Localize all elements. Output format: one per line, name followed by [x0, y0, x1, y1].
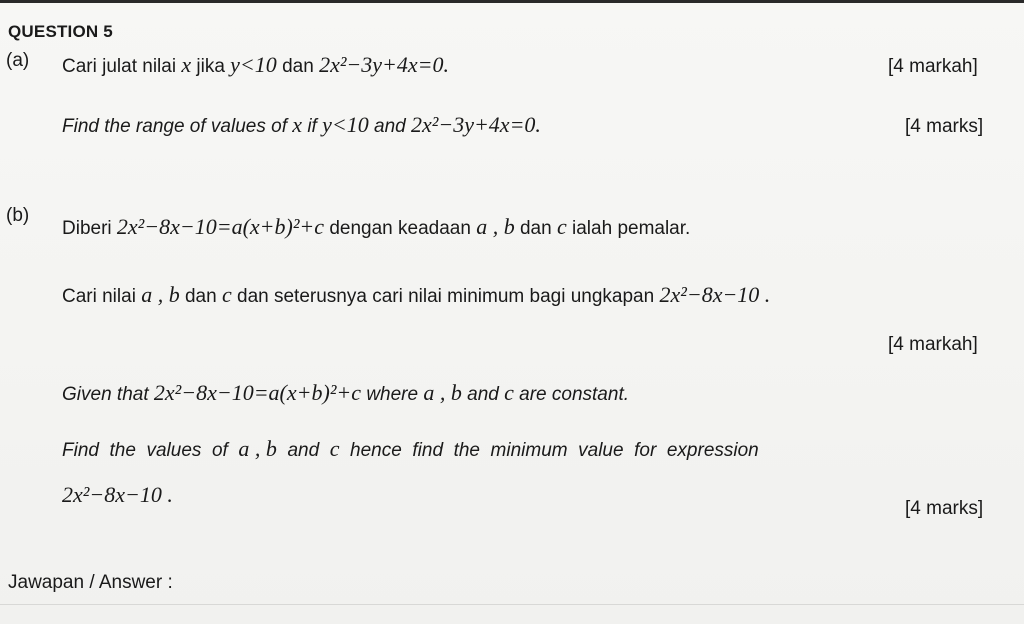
- text: if: [307, 116, 317, 137]
- marks-english: [4 marks]: [905, 116, 984, 137]
- math-equation: 2x²−3y+4x=0.: [319, 52, 449, 77]
- part-b-english-line1: [62, 380, 629, 406]
- marks-english: [4 marks]: [905, 498, 984, 519]
- text: dan: [519, 218, 552, 239]
- part-a-english: [62, 112, 541, 138]
- math-vars: a , b: [476, 214, 515, 239]
- math-var: c: [504, 380, 514, 405]
- text: ialah pemalar.: [572, 218, 691, 239]
- part-b-label: (b): [6, 205, 30, 226]
- part-b-english-line3: [62, 482, 173, 508]
- text: where: [366, 384, 419, 405]
- text: dan: [184, 286, 217, 307]
- text: Given that: [62, 384, 149, 405]
- text: Find the values of: [62, 440, 228, 461]
- text: Find the range of values of: [62, 116, 287, 137]
- marks-malay: [4 markah]: [888, 56, 978, 77]
- math-vars: a , b: [238, 436, 277, 461]
- part-b-malay-line2: [62, 282, 770, 308]
- math-equation: 2x²−8x−10=a(x+b)²+c: [116, 214, 325, 239]
- math-expression: 2x²−8x−10 .: [62, 482, 173, 507]
- text: are constant.: [519, 384, 629, 405]
- part-a-label: (a): [6, 50, 30, 71]
- text: and: [287, 440, 320, 461]
- part-b-english-line2: [62, 436, 759, 462]
- top-border: [0, 0, 1024, 3]
- text: and: [467, 384, 499, 405]
- math-condition: y<10: [322, 112, 369, 137]
- text: Cari nilai: [62, 286, 136, 307]
- math-vars: a , b: [423, 380, 462, 405]
- part-b-malay-line1: [62, 214, 690, 240]
- answer-text: Jawapan / Answer :: [8, 572, 173, 593]
- text: dengan keadaan: [329, 218, 471, 239]
- text: Diberi: [62, 218, 112, 239]
- math-condition: y<10: [230, 52, 277, 77]
- math-equation: 2x²−8x−10=a(x+b)²+c: [153, 380, 362, 405]
- text: Cari julat nilai: [62, 56, 177, 77]
- math-var: c: [556, 214, 567, 239]
- text: dan seterusnya cari nilai minimum bagi ungkapan: [237, 286, 655, 307]
- math-vars: a , b: [141, 282, 180, 307]
- marks-malay: [4 markah]: [888, 334, 978, 355]
- text: hence find the minimum value for expression: [350, 440, 759, 461]
- math-expression: 2x²−8x−10 .: [659, 282, 771, 307]
- text: and: [374, 116, 406, 137]
- text: dan: [282, 56, 314, 77]
- math-var: x: [181, 52, 192, 77]
- math-var: c: [221, 282, 232, 307]
- math-var: c: [329, 436, 340, 461]
- question-title: QUESTION 5: [8, 22, 113, 41]
- part-a-malay: [62, 52, 449, 78]
- math-var: x: [292, 112, 303, 137]
- answer-label: [8, 572, 173, 594]
- bottom-divider: [0, 604, 1024, 605]
- text: jika: [196, 56, 225, 77]
- math-equation: 2x²−3y+4x=0.: [410, 112, 541, 137]
